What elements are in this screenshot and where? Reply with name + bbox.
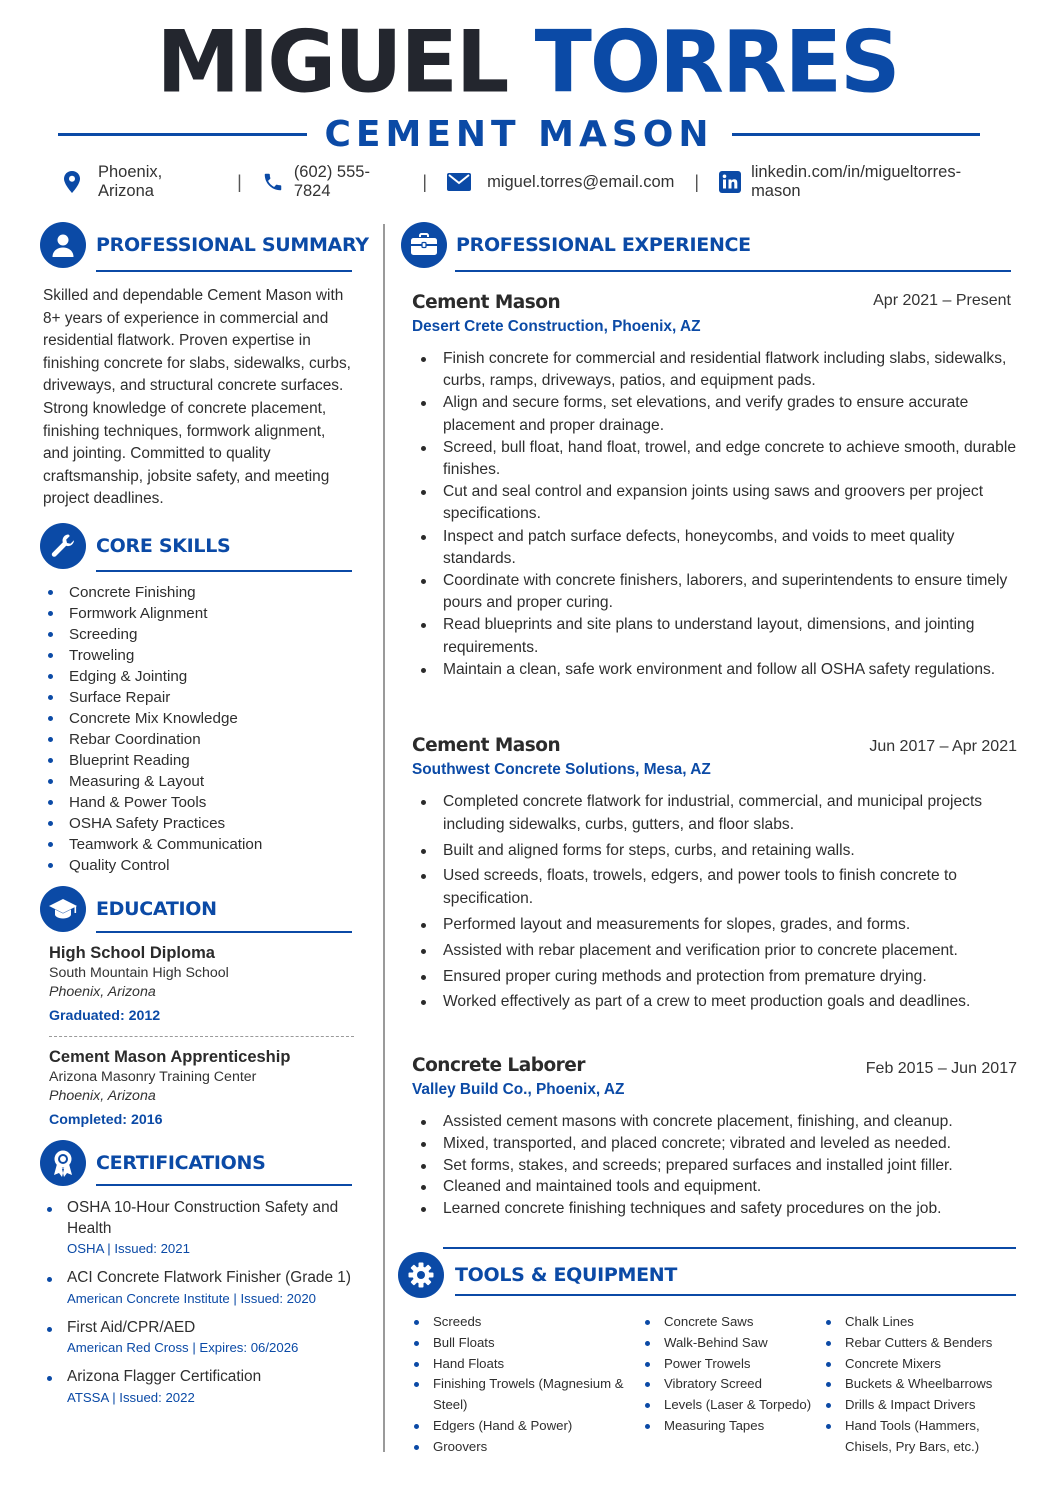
contact-separator: | [422, 171, 428, 192]
tools-column [644, 1312, 819, 1437]
job-bullet: Built and aligned forms for steps, curbs, and retaining walls. [412, 840, 1017, 863]
education-heading-label: EDUCATION [96, 898, 217, 920]
job-bullet: Ensured proper curing methods and protection from premature drying. [412, 966, 1017, 989]
job-dates: Jun 2017 – Apr 2021 [869, 738, 1017, 755]
job-bullet: Mixed, transported, and placed concrete; vibrated and leveled as needed. [412, 1133, 1017, 1155]
linkedin-icon [719, 171, 741, 193]
tools-heading [398, 1252, 677, 1298]
education-heading [40, 886, 217, 932]
first-name: MIGUEL [156, 12, 508, 112]
job-entry [412, 290, 1017, 681]
skills-heading [40, 523, 230, 569]
job-company: Southwest Concrete Solutions, Mesa, AZ [412, 761, 711, 778]
education-degree: High School Diploma [49, 944, 215, 962]
contact-bar [62, 163, 1002, 200]
tool-item: Bull Floats [413, 1333, 628, 1354]
job-bullet: Assisted cement masons with concrete placement, finishing, and cleanup. [412, 1111, 1017, 1133]
skills-rule [96, 570, 352, 572]
tools-column [825, 1312, 1015, 1458]
job-dates: Feb 2015 – Jun 2017 [865, 1060, 1017, 1077]
tool-item: Rebar Cutters & Benders [825, 1333, 1015, 1354]
skills-list [48, 582, 262, 876]
job-bullets [412, 1111, 1017, 1220]
education-school: South Mountain High School [49, 965, 229, 981]
tool-item: Screeds [413, 1312, 628, 1333]
tool-item: Groovers [413, 1437, 628, 1458]
skills-heading-label: CORE SKILLS [96, 535, 231, 557]
skill-item: Surface Repair [48, 687, 262, 708]
certifications-heading-label: CERTIFICATIONS [96, 1152, 266, 1174]
skill-item: Rebar Coordination [48, 729, 262, 750]
job-title: Cement Mason [412, 292, 561, 313]
job-bullet: Finish concrete for commercial and residential flatwork including slabs, sidewalks, curbs, ramps, driveways, patios, and equipment pads. [412, 348, 1017, 392]
tools-heading-label: TOOLS & EQUIPMENT [455, 1264, 678, 1286]
phone-text: (602) 555-7824 [293, 163, 370, 200]
job-bullet: Cleaned and maintained tools and equipment. [412, 1176, 1017, 1198]
skill-item: OSHA Safety Practices [48, 813, 262, 834]
skill-item: Quality Control [48, 855, 262, 876]
tool-item: Chalk Lines [825, 1312, 1015, 1333]
skill-item: Concrete Mix Knowledge [48, 708, 262, 729]
contact-separator: | [694, 171, 700, 192]
phone-icon [262, 171, 284, 193]
certification-item [47, 1367, 357, 1407]
tool-item: Walk-Behind Saw [644, 1333, 819, 1354]
certification-name: Arizona Flagger Certification [67, 1368, 262, 1385]
tools-column [413, 1312, 628, 1458]
job-bullet: Used screeds, floats, trowels, edgers, and power tools to finish concrete to specification. [412, 865, 1017, 911]
job-bullet: Read blueprints and site plans to understand layout, dimensions, and jointing requirements. [412, 614, 1017, 658]
tool-item: Buckets & Wheelbarrows [825, 1374, 1015, 1395]
linkedin-text[interactable]: linkedin.com/in/migueltorres-mason [751, 163, 962, 200]
column-divider [383, 224, 385, 1452]
job-bullet: Performed layout and measurements for slopes, grades, and forms. [412, 914, 1017, 937]
job-entry [412, 733, 1017, 1017]
contact-linkedin [719, 163, 1002, 201]
certifications-list [47, 1198, 357, 1417]
tool-item: Measuring Tapes [644, 1416, 819, 1437]
education-date: Completed: 2016 [49, 1112, 163, 1128]
job-bullet: Maintain a clean, safe work environment and follow all OSHA safety regulations. [412, 659, 1017, 681]
skill-item: Hand & Power Tools [48, 792, 262, 813]
user-icon [40, 222, 86, 268]
skill-item: Edging & Jointing [48, 666, 262, 687]
contact-phone [262, 163, 403, 201]
job-bullet: Learned concrete finishing techniques and safety procedures on the job. [412, 1198, 1017, 1220]
tool-item: Drills & Impact Drivers [825, 1395, 1015, 1416]
summary-rule [96, 270, 352, 272]
job-bullet: Set forms, stakes, and screeds; prepared surfaces and installed joint filler. [412, 1155, 1017, 1177]
location-text: Phoenix, Arizona [98, 163, 163, 200]
education-divider [49, 1036, 354, 1037]
job-bullet: Worked effectively as part of a crew to meet production goals and deadlines. [412, 991, 1017, 1014]
summary-heading [40, 222, 369, 268]
tool-item: Edgers (Hand & Power) [413, 1416, 628, 1437]
education-school: Arizona Masonry Training Center [49, 1069, 257, 1085]
job-bullet: Completed concrete flatwork for industrial, commercial, and municipal projects including sidewalks, curbs, gutters, and floor slabs. [412, 791, 1017, 837]
certifications-rule [96, 1184, 352, 1186]
education-date: Graduated: 2012 [49, 1008, 161, 1024]
certification-item [47, 1268, 357, 1308]
job-bullet: Screed, bull float, hand float, trowel, and edge concrete to achieve smooth, durable finishes. [412, 437, 1017, 481]
contact-separator: | [237, 171, 242, 192]
skill-item: Screeding [48, 624, 262, 645]
summary-text: Skilled and dependable Cement Mason with 8+ years of experience in commercial and residential flatwork. Proven expertise in finishing concrete for slabs, sidewalks, curbs, driveways, and structural concrete surfaces. Strong knowledge of concrete placement, finishing techniques, formwork alignment, and jointing. Committed to quality craftsmanship, jobsite safety, and meeting project deadlines. [43, 287, 351, 508]
title-rule-right [732, 133, 981, 136]
certification-item [47, 1318, 357, 1358]
certification-meta: American Red Cross | Expires: 06/2026 [67, 1340, 299, 1355]
job-entry [412, 1053, 1017, 1220]
graduation-cap-icon [40, 886, 86, 932]
education-entry [49, 1046, 354, 1130]
experience-heading [401, 222, 751, 268]
job-bullet: Align and secure forms, set elevations, and verify grades to ensure accurate placement and proper drainage. [412, 392, 1017, 436]
job-bullets [412, 348, 1017, 681]
briefcase-icon [401, 222, 447, 268]
tool-item: Concrete Saws [644, 1312, 819, 1333]
contact-email [447, 173, 674, 192]
education-degree: Cement Mason Apprenticeship [49, 1048, 291, 1066]
job-bullets [412, 791, 1017, 1014]
experience-heading-label: PROFESSIONAL EXPERIENCE [456, 234, 751, 256]
award-ribbon-icon [40, 1140, 86, 1186]
skill-item: Troweling [48, 645, 262, 666]
skill-item: Measuring & Layout [48, 771, 262, 792]
education-location: Phoenix, Arizona [49, 1088, 156, 1104]
tool-item: Levels (Laser & Torpedo) [644, 1395, 819, 1416]
job-title-row [58, 112, 980, 156]
job-bullet: Assisted with rebar placement and verification prior to concrete placement. [412, 940, 1017, 963]
certification-item [47, 1198, 357, 1258]
job-dates: Apr 2021 – Present [873, 292, 1011, 309]
tool-item: Hand Tools (Hammers, Chisels, Pry Bars, etc.) [825, 1416, 1015, 1458]
certification-name: OSHA 10-Hour Construction Safety and Health [67, 1199, 339, 1237]
job-title: CEMENT MASON [324, 113, 714, 155]
certification-meta: OSHA | Issued: 2021 [67, 1241, 190, 1256]
tool-item: Concrete Mixers [825, 1354, 1015, 1375]
gear-icon [398, 1252, 444, 1298]
candidate-name [0, 11, 1055, 113]
skill-item: Concrete Finishing [48, 582, 262, 603]
education-entry [49, 942, 354, 1026]
tools-rule [455, 1294, 1016, 1296]
job-company: Desert Crete Construction, Phoenix, AZ [412, 318, 701, 335]
last-name: TORRES [534, 12, 899, 112]
title-rule-left [58, 133, 307, 136]
tool-item: Hand Floats [413, 1354, 628, 1375]
skill-item: Blueprint Reading [48, 750, 262, 771]
education-location: Phoenix, Arizona [49, 984, 156, 1000]
tool-item: Power Trowels [644, 1354, 819, 1375]
certifications-heading [40, 1140, 266, 1186]
job-bullet: Inspect and patch surface defects, honeycombs, and voids to meet quality standards. [412, 526, 1017, 570]
map-pin-icon [62, 170, 82, 194]
summary-heading-label: PROFESSIONAL SUMMARY [96, 234, 369, 256]
certification-name: First Aid/CPR/AED [67, 1318, 196, 1336]
wrench-icon [40, 523, 86, 569]
job-company: Valley Build Co., Phoenix, AZ [412, 1081, 625, 1098]
experience-rule [455, 270, 1011, 272]
certification-meta: ATSSA | Issued: 2022 [67, 1389, 195, 1405]
email-text[interactable]: miguel.torres@email.com [487, 172, 675, 191]
skill-item: Formwork Alignment [48, 603, 262, 624]
certification-meta: American Concrete Institute | Issued: 2020 [67, 1290, 316, 1306]
skill-item: Teamwork & Communication [48, 834, 262, 855]
tool-item: Finishing Trowels (Magnesium & Steel) [413, 1374, 628, 1416]
tools-top-rule [443, 1247, 1016, 1249]
tool-item: Vibratory Screed [644, 1374, 819, 1395]
education-rule [96, 931, 352, 933]
job-bullet: Coordinate with concrete finishers, laborers, and superintendents to ensure timely pours and proper curing. [412, 570, 1017, 614]
certification-name: ACI Concrete Flatwork Finisher (Grade 1) [67, 1269, 351, 1286]
envelope-icon [447, 173, 471, 191]
job-title: Concrete Laborer [412, 1055, 585, 1076]
job-bullet: Cut and seal control and expansion joints using saws and groovers per project specifications. [412, 481, 1017, 525]
contact-location [62, 163, 217, 201]
job-title: Cement Mason [412, 735, 561, 756]
